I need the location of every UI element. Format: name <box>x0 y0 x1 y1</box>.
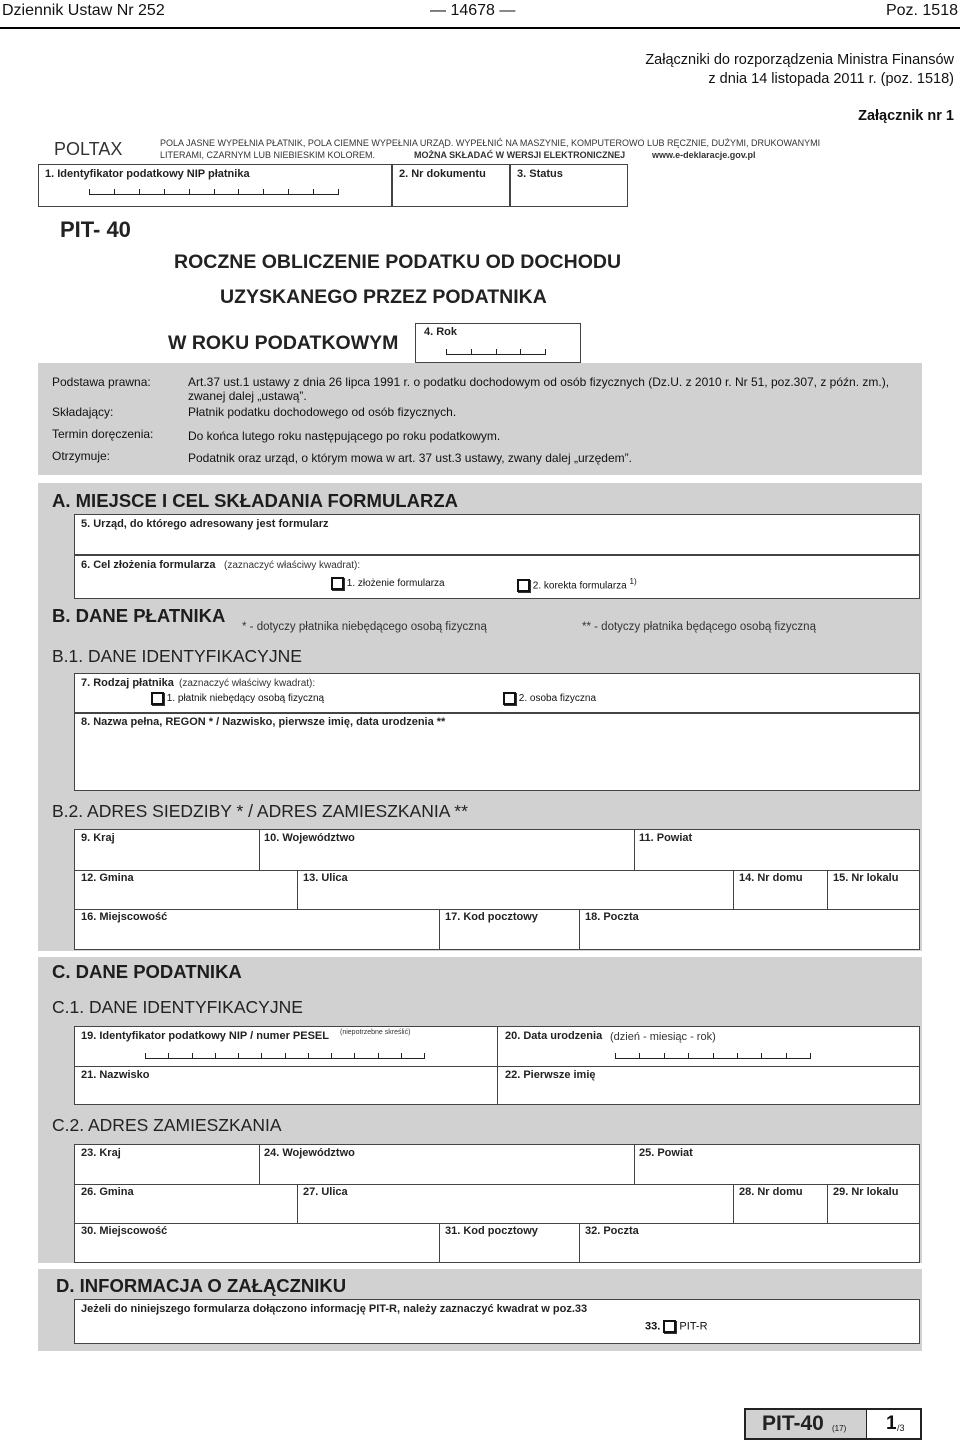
legal-info <box>38 363 922 475</box>
field-33-number: 33. <box>645 1320 661 1333</box>
footer-page-total: /3 <box>897 1423 905 1433</box>
address-grid-c2 <box>74 1144 920 1263</box>
field-13-label: 13. Ulica <box>303 872 348 884</box>
filer-value: Płatnik podatku dochodowego od osób fizycznych. <box>188 405 457 419</box>
field-18-label: 18. Poczta <box>585 911 639 923</box>
form-header <box>38 131 922 164</box>
section-d-title: D. INFORMACJA O ZAŁĄCZNIKU <box>56 1275 347 1296</box>
field-28-label: 28. Nr domu <box>739 1186 803 1198</box>
form-code: PIT- 40 <box>60 217 131 242</box>
field-1-nip[interactable] <box>38 164 392 207</box>
journal-title: Dziennik Ustaw Nr 252 <box>2 2 165 19</box>
section-b <box>38 599 922 951</box>
field-30-label: 30. Miejscowość <box>81 1225 168 1237</box>
checkbox-pit-r[interactable] <box>663 1320 676 1333</box>
attachment-label: Załącznik nr 1 <box>858 108 954 124</box>
instructions-url: www.e-deklaracje.gov.pl <box>652 150 756 160</box>
field-4-year[interactable] <box>415 323 581 363</box>
birth-date-boxes[interactable] <box>615 1053 811 1059</box>
deadline-label: Termin doręczenia: <box>52 427 154 441</box>
checkbox-natural[interactable] <box>503 692 516 705</box>
section-a <box>38 483 922 599</box>
field-3-label: 3. Status <box>517 168 563 180</box>
section-c-title: C. DANE PODATNIKA <box>52 961 242 982</box>
field-5-label: 5. Urząd, do którego adresowany jest formularz <box>81 518 329 530</box>
field-24-label: 24. Województwo <box>264 1147 355 1159</box>
field-3-status <box>510 164 628 207</box>
section-d <box>38 1269 922 1351</box>
field-10-label: 10. Województwo <box>264 832 355 844</box>
pit40-form <box>38 131 922 1351</box>
field-22-label: 22. Pierwsze imię <box>505 1069 596 1081</box>
field-2-label: 2. Nr dokumentu <box>399 168 486 180</box>
field-15-label: 15. Nr lokalu <box>833 872 899 884</box>
field-2-document-number <box>392 164 510 207</box>
journal-page-number: — 14678 — <box>430 2 516 19</box>
field-14-label: 14. Nr domu <box>739 872 803 884</box>
field-9-label: 9. Kraj <box>81 832 115 844</box>
address-grid-b2 <box>74 829 920 950</box>
note-natural: ** - dotyczy płatnika będącego osobą fizyczną <box>582 621 816 633</box>
field-7-label: 7. Rodzaj płatnika <box>81 677 174 689</box>
c1-title: C.1. DANE IDENTYFIKACYJNE <box>52 997 303 1017</box>
attachment-line-1: Załączniki do rozporządzenia Ministra Finansów <box>645 52 954 68</box>
header-rule <box>0 27 960 29</box>
b2-title: B.2. ADRES SIEDZIBY * / ADRES ZAMIESZKANIA ** <box>52 801 468 821</box>
checkbox-submission[interactable] <box>331 577 344 590</box>
footer-version: (17) <box>832 1424 847 1433</box>
form-title-3: W ROKU PODATKOWYM <box>168 332 399 354</box>
field-16-label: 16. Miejscowość <box>81 911 168 923</box>
field-23-label: 23. Kraj <box>81 1147 121 1159</box>
c1-grid <box>74 1026 920 1105</box>
checkbox-correction[interactable] <box>517 579 530 592</box>
c2-title: C.2. ADRES ZAMIESZKANIA <box>52 1115 282 1135</box>
instructions-line-2: LITERAMI, CZARNYM LUB NIEBIESKIM KOLOREM. <box>160 150 376 160</box>
attachment-line-2: z dnia 14 listopada 2011 r. (poz. 1518) <box>708 71 954 87</box>
field-12-label: 12. Gmina <box>81 872 134 884</box>
field-8-label: 8. Nazwa pełna, REGON * / Nazwisko, pierwsze imię, data urodzenia ** <box>81 716 446 728</box>
field-6-purpose <box>74 555 920 599</box>
option-non-natural[interactable] <box>151 692 324 705</box>
option-pit-r[interactable] <box>645 1320 708 1333</box>
field-7-hint: (zaznaczyć właściwy kwadrat): <box>179 678 316 689</box>
field-26-label: 26. Gmina <box>81 1186 134 1198</box>
field-5-office[interactable] <box>74 514 920 555</box>
field-21-label: 21. Nazwisko <box>81 1069 150 1081</box>
field-25-label: 25. Powiat <box>639 1147 693 1159</box>
checkbox-non-natural[interactable] <box>151 692 164 705</box>
option-natural-label: 2. osoba fizyczna <box>518 693 597 705</box>
form-title-2: UZYSKANEGO PRZEZ PODATNIKA <box>220 286 547 308</box>
field-1-label: 1. Identyfikator podatkowy NIP płatnika <box>45 168 250 180</box>
filer-label: Składający: <box>52 405 114 419</box>
note-non-natural: * - dotyczy płatnika niebędącego osobą fizyczną <box>242 621 487 633</box>
field-8-name[interactable] <box>74 713 920 791</box>
basis-value-1: Art.37 ust.1 ustawy z dnia 26 lipca 1991 r. o podatku dochodowym od osób fizycznych (Dz.U. z 2010 r. Nr 51, poz.307, z późn. zm.), <box>188 375 890 389</box>
footer-code: PIT-40 <box>762 1412 824 1435</box>
instructions-line-1: POLA JASNE WYPEŁNIA PŁATNIK, POLA CIEMNE WYPEŁNIA URZĄD. WYPEŁNIĆ NA MASZYNIE, KOMPUTEROWO LUB RĘCZNIE, DUŻYMI, DRUKOWANYMI <box>160 138 821 148</box>
section-b-title: B. DANE PŁATNIKA <box>52 605 226 626</box>
field-27-label: 27. Ulica <box>303 1186 348 1198</box>
nip-digit-boxes <box>89 189 339 195</box>
field-6-hint: (zaznaczyć właściwy kwadrat): <box>224 560 361 571</box>
year-digit-boxes <box>446 349 546 355</box>
option-correction[interactable] <box>517 577 637 592</box>
form-footer <box>744 1408 922 1440</box>
option-submission[interactable] <box>331 577 445 590</box>
field-20-hint: (dzień - miesiąc - rok) <box>610 1031 716 1043</box>
field-4-label: 4. Rok <box>424 326 458 338</box>
section-a-title: A. MIEJSCE I CEL SKŁADANIA FORMULARZA <box>52 490 458 511</box>
field-29-label: 29. Nr lokalu <box>833 1186 899 1198</box>
basis-label: Podstawa prawna: <box>52 375 151 389</box>
instructions-line-3: MOŻNA SKŁADAĆ W WERSJI ELEKTRONICZNEJ <box>414 150 626 160</box>
option-correction-label: 2. korekta formularza <box>532 580 627 592</box>
field-19-hint: (niepotrzebne skreślić) <box>340 1029 411 1036</box>
footer-page: 1 <box>886 1413 897 1434</box>
field-32-label: 32. Poczta <box>585 1225 639 1237</box>
section-d-text: Jeżeli do niniejszego formularza dołączono informację PIT-R, należy zaznaczyć kwadrat w poz.33 <box>81 1303 588 1315</box>
pit-r-label: PIT-R <box>679 1320 708 1333</box>
receiver-value: Podatnik oraz urząd, o którym mowa w art. 37 ust.3 ustawy, zwany dalej „urzędem”. <box>188 451 632 465</box>
field-6-label: 6. Cel złożenia formularza <box>81 559 216 571</box>
pesel-digit-boxes[interactable] <box>145 1053 425 1059</box>
form-title-1: ROCZNE OBLICZENIE PODATKU OD DOCHODU <box>174 251 622 273</box>
field-19-label: 19. Identyfikator podatkowy NIP / numer PESEL <box>81 1030 329 1042</box>
deadline-value: Do końca lutego roku następującego po roku podatkowym. <box>188 429 501 443</box>
b1-title: B.1. DANE IDENTYFIKACYJNE <box>52 646 302 666</box>
option-submission-label: 1. złożenie formularza <box>346 578 445 590</box>
journal-position: Poz. 1518 <box>885 2 958 19</box>
basis-value-2: zwanej dalej „ustawą”. <box>188 389 307 403</box>
receiver-label: Otrzymuje: <box>52 449 111 463</box>
field-11-label: 11. Powiat <box>639 832 693 844</box>
field-17-label: 17. Kod pocztowy <box>445 911 538 923</box>
field-31-label: 31. Kod pocztowy <box>445 1225 538 1237</box>
field-33-attachment <box>74 1299 920 1344</box>
option-non-natural-label: 1. płatnik niebędący osobą fizyczną <box>166 693 325 705</box>
poltax-logo: POLTAX <box>54 139 123 159</box>
field-20-label: 20. Data urodzenia <box>505 1030 603 1042</box>
option-natural[interactable] <box>503 692 596 705</box>
section-c <box>38 957 922 1263</box>
correction-footnote: 1) <box>629 577 637 586</box>
footer-code-box <box>746 1410 866 1438</box>
field-7-payer-type <box>74 673 920 713</box>
